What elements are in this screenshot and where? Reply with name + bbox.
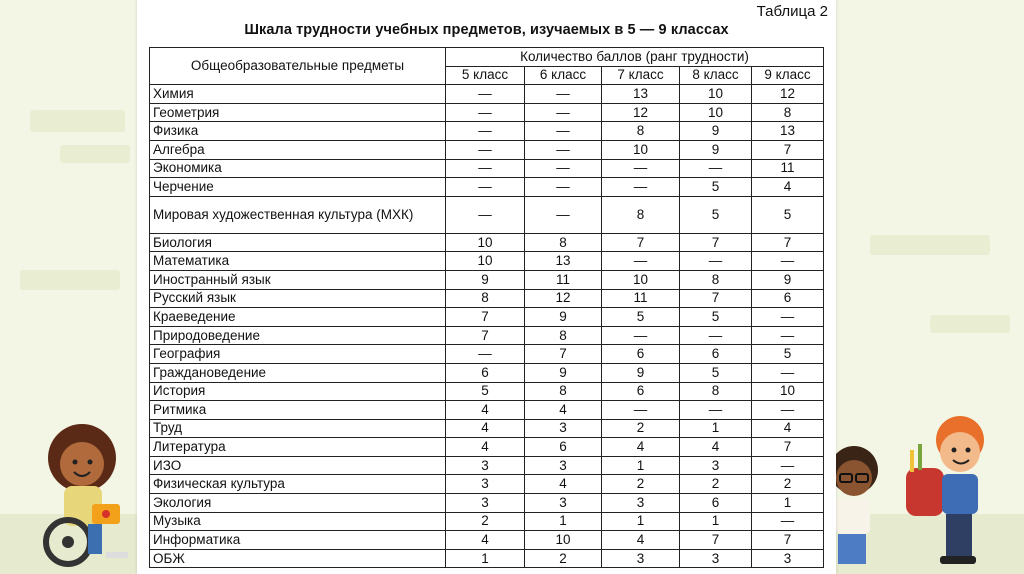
score-cell: 5 xyxy=(680,178,752,197)
table-row xyxy=(150,85,824,104)
table-row xyxy=(150,419,824,438)
score-cell: 5 xyxy=(680,308,752,327)
score-cell: — xyxy=(525,122,602,141)
score-cell: 3 xyxy=(446,456,525,475)
subject-cell: Краеведение xyxy=(150,308,446,327)
score-cell: 1 xyxy=(525,512,602,531)
score-cell: 7 xyxy=(446,308,525,327)
table-row xyxy=(150,270,824,289)
score-cell: — xyxy=(680,252,752,271)
girl-wheelchair-illustration xyxy=(28,420,140,570)
score-cell: 10 xyxy=(680,85,752,104)
subject-cell: Информатика xyxy=(150,531,446,550)
score-cell: 9 xyxy=(680,140,752,159)
subject-cell: География xyxy=(150,345,446,364)
score-cell: 2 xyxy=(602,475,680,494)
score-cell: 3 xyxy=(602,549,680,568)
score-cell: 10 xyxy=(602,270,680,289)
score-cell: 7 xyxy=(680,289,752,308)
score-cell: — xyxy=(680,401,752,420)
subject-cell: Черчение xyxy=(150,178,446,197)
score-cell: — xyxy=(602,178,680,197)
score-cell: 8 xyxy=(680,382,752,401)
grade-header: 8 класс xyxy=(680,66,752,85)
subject-cell: Труд xyxy=(150,419,446,438)
table-number-label: Таблица 2 xyxy=(756,3,828,20)
subject-cell: Иностранный язык xyxy=(150,270,446,289)
subject-cell: Ритмика xyxy=(150,401,446,420)
table-row xyxy=(150,456,824,475)
score-cell: — xyxy=(752,401,824,420)
score-cell: 7 xyxy=(680,233,752,252)
score-cell: 11 xyxy=(752,159,824,178)
score-cell: — xyxy=(602,252,680,271)
score-cell: — xyxy=(680,326,752,345)
score-cell: 13 xyxy=(525,252,602,271)
score-cell: 7 xyxy=(752,438,824,457)
score-cell: — xyxy=(752,363,824,382)
score-cell: — xyxy=(525,196,602,233)
subject-cell: Алгебра xyxy=(150,140,446,159)
score-cell: 11 xyxy=(525,270,602,289)
score-cell: 4 xyxy=(752,178,824,197)
score-cell: 9 xyxy=(680,122,752,141)
score-cell: 2 xyxy=(446,512,525,531)
table-row xyxy=(150,512,824,531)
boy-glasses-illustration xyxy=(836,440,886,570)
score-cell: 5 xyxy=(602,308,680,327)
score-cell: 6 xyxy=(525,438,602,457)
table-row xyxy=(150,531,824,550)
background-brick xyxy=(60,145,130,163)
score-cell: 2 xyxy=(680,475,752,494)
score-cell: 9 xyxy=(525,308,602,327)
score-cell: 7 xyxy=(680,531,752,550)
score-cell: 10 xyxy=(446,252,525,271)
score-cell: 5 xyxy=(680,196,752,233)
subject-cell: Физическая культура xyxy=(150,475,446,494)
score-cell: 3 xyxy=(525,456,602,475)
score-cell: 5 xyxy=(446,382,525,401)
score-cell: 4 xyxy=(752,419,824,438)
background-brick xyxy=(870,235,990,255)
score-cell: 1 xyxy=(446,549,525,568)
score-cell: 4 xyxy=(602,531,680,550)
score-cell: — xyxy=(446,159,525,178)
subject-column-header: Общеобразовательные предметы xyxy=(150,48,446,85)
score-cell: 5 xyxy=(752,345,824,364)
subject-cell: Экономика xyxy=(150,159,446,178)
score-cell: 8 xyxy=(525,326,602,345)
subject-cell: Химия xyxy=(150,85,446,104)
subject-cell: ИЗО xyxy=(150,456,446,475)
score-cell: 12 xyxy=(602,103,680,122)
score-cell: — xyxy=(525,140,602,159)
score-cell: 7 xyxy=(752,531,824,550)
table-row xyxy=(150,140,824,159)
table-header-row xyxy=(150,48,824,67)
subject-cell: Геометрия xyxy=(150,103,446,122)
table-row xyxy=(150,308,824,327)
background-brick xyxy=(30,110,125,132)
table-row xyxy=(150,438,824,457)
score-cell: 12 xyxy=(752,85,824,104)
score-cell: 13 xyxy=(752,122,824,141)
score-cell: — xyxy=(752,512,824,531)
grade-header: 5 класс xyxy=(446,66,525,85)
score-cell: 7 xyxy=(525,345,602,364)
subject-cell: Граждановедение xyxy=(150,363,446,382)
background-brick xyxy=(20,270,120,290)
score-cell: 11 xyxy=(602,289,680,308)
score-cell: 6 xyxy=(680,345,752,364)
subject-cell: Биология xyxy=(150,233,446,252)
score-cell: 12 xyxy=(525,289,602,308)
score-cell: — xyxy=(752,308,824,327)
background-brick xyxy=(930,315,1010,333)
score-cell: — xyxy=(446,122,525,141)
score-cell: 4 xyxy=(446,438,525,457)
score-cell: 1 xyxy=(680,419,752,438)
table-row xyxy=(150,252,824,271)
score-cell: 7 xyxy=(752,140,824,159)
table-row xyxy=(150,549,824,568)
table-row xyxy=(150,178,824,197)
score-cell: 6 xyxy=(602,345,680,364)
score-cell: — xyxy=(446,140,525,159)
table-row xyxy=(150,382,824,401)
score-cell: — xyxy=(446,85,525,104)
score-cell: — xyxy=(525,159,602,178)
table-row xyxy=(150,401,824,420)
score-cell: 4 xyxy=(525,401,602,420)
score-cell: 8 xyxy=(602,122,680,141)
score-cell: — xyxy=(525,103,602,122)
score-cell: 2 xyxy=(752,475,824,494)
score-cell: 8 xyxy=(680,270,752,289)
score-cell: 2 xyxy=(525,549,602,568)
score-cell: 6 xyxy=(446,363,525,382)
score-cell: 4 xyxy=(446,419,525,438)
score-cell: 9 xyxy=(752,270,824,289)
table-row xyxy=(150,326,824,345)
score-cell: 2 xyxy=(602,419,680,438)
score-cell: 10 xyxy=(680,103,752,122)
score-cell: 8 xyxy=(525,382,602,401)
score-cell: 4 xyxy=(446,401,525,420)
score-cell: 10 xyxy=(602,140,680,159)
grade-header: 7 класс xyxy=(602,66,680,85)
score-cell: — xyxy=(446,103,525,122)
score-cell: — xyxy=(752,252,824,271)
score-cell: 4 xyxy=(446,531,525,550)
score-cell: 13 xyxy=(602,85,680,104)
table-row xyxy=(150,103,824,122)
score-cell: 10 xyxy=(446,233,525,252)
score-cell: 7 xyxy=(602,233,680,252)
score-cell: 3 xyxy=(602,494,680,513)
score-cell: — xyxy=(602,401,680,420)
score-cell: 1 xyxy=(602,512,680,531)
score-cell: 3 xyxy=(446,494,525,513)
score-cell: 1 xyxy=(752,494,824,513)
score-cell: 5 xyxy=(680,363,752,382)
subject-cell: Природоведение xyxy=(150,326,446,345)
subject-cell: Мировая художественная культура (МХК) xyxy=(150,196,446,233)
table-row xyxy=(150,233,824,252)
table-row xyxy=(150,345,824,364)
score-cell: 4 xyxy=(680,438,752,457)
score-cell: — xyxy=(680,159,752,178)
table-row xyxy=(150,196,824,233)
score-cell: — xyxy=(602,159,680,178)
score-cell: 4 xyxy=(602,438,680,457)
table-row xyxy=(150,159,824,178)
table-row xyxy=(150,475,824,494)
score-cell: 10 xyxy=(525,531,602,550)
grade-header: 9 класс xyxy=(752,66,824,85)
score-cell: — xyxy=(446,178,525,197)
score-cell: 6 xyxy=(602,382,680,401)
score-group-header: Количество баллов (ранг трудности) xyxy=(446,48,824,67)
score-cell: 5 xyxy=(752,196,824,233)
subject-cell: Музыка xyxy=(150,512,446,531)
subject-cell: Экология xyxy=(150,494,446,513)
table-row xyxy=(150,122,824,141)
score-cell: 4 xyxy=(525,475,602,494)
score-cell: 1 xyxy=(602,456,680,475)
difficulty-table xyxy=(149,47,824,568)
score-cell: 9 xyxy=(525,363,602,382)
score-cell: 3 xyxy=(680,456,752,475)
table-row xyxy=(150,494,824,513)
subject-cell: Русский язык xyxy=(150,289,446,308)
table-row xyxy=(150,289,824,308)
score-cell: 1 xyxy=(680,512,752,531)
score-cell: 8 xyxy=(752,103,824,122)
grade-header: 6 класс xyxy=(525,66,602,85)
score-cell: 8 xyxy=(525,233,602,252)
score-cell: 8 xyxy=(446,289,525,308)
score-cell: — xyxy=(602,326,680,345)
table-title: Шкала трудности учебных предметов, изучаемых в 5 — 9 классах xyxy=(244,22,729,38)
subject-cell: Литература xyxy=(150,438,446,457)
score-cell: 3 xyxy=(525,419,602,438)
score-cell: 3 xyxy=(525,494,602,513)
score-cell: 3 xyxy=(446,475,525,494)
score-cell: 9 xyxy=(602,363,680,382)
score-cell: 9 xyxy=(446,270,525,289)
score-cell: — xyxy=(525,178,602,197)
score-cell: 6 xyxy=(680,494,752,513)
score-cell: — xyxy=(752,326,824,345)
score-cell: 10 xyxy=(752,382,824,401)
score-cell: — xyxy=(446,345,525,364)
score-cell: — xyxy=(446,196,525,233)
table-body xyxy=(150,85,824,568)
table-row xyxy=(150,363,824,382)
score-cell: — xyxy=(525,85,602,104)
score-cell: 7 xyxy=(752,233,824,252)
score-cell: — xyxy=(752,456,824,475)
score-cell: 6 xyxy=(752,289,824,308)
subject-cell: Физика xyxy=(150,122,446,141)
score-cell: 3 xyxy=(680,549,752,568)
subject-cell: Математика xyxy=(150,252,446,271)
score-cell: 3 xyxy=(752,549,824,568)
boy-backpack-illustration xyxy=(898,410,998,570)
subject-cell: История xyxy=(150,382,446,401)
subject-cell: ОБЖ xyxy=(150,549,446,568)
score-cell: 8 xyxy=(602,196,680,233)
score-cell: 7 xyxy=(446,326,525,345)
document-sheet xyxy=(137,0,836,574)
